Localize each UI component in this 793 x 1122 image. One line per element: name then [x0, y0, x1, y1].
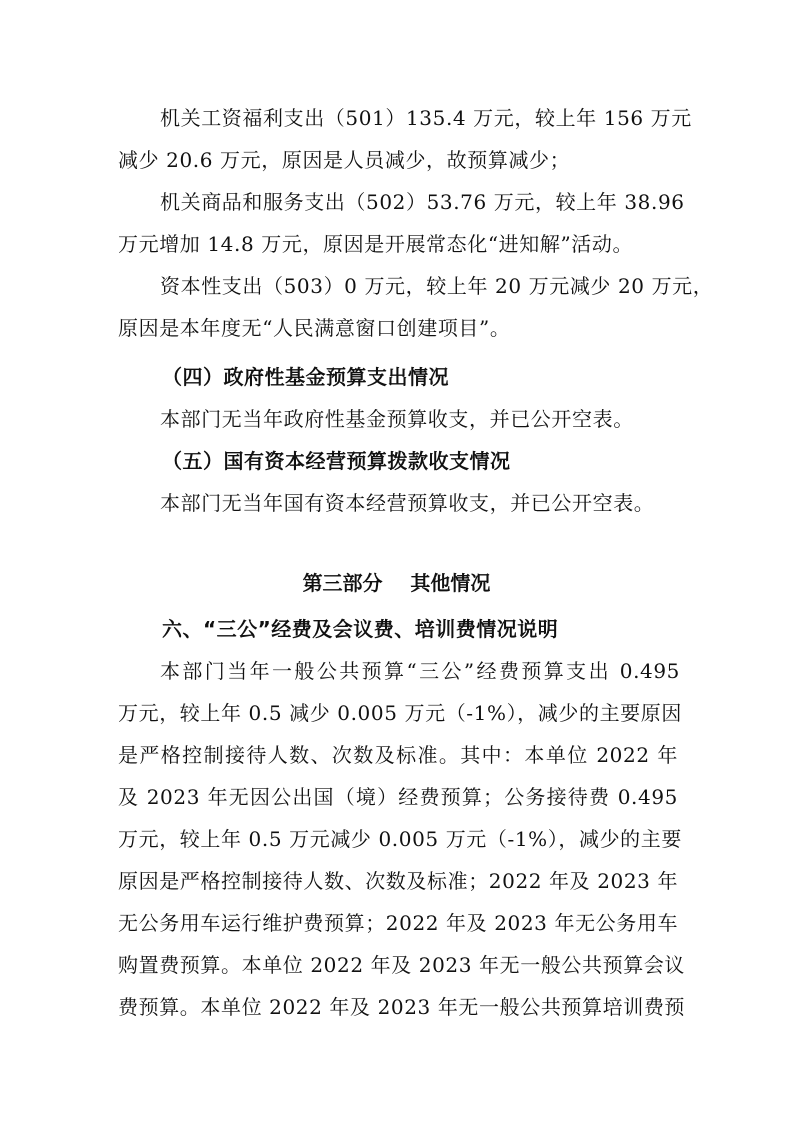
section-4-body: 本部门无当年政府性基金预算收支，并已公开空表。: [160, 407, 634, 431]
section-6-body-line: 无公务用车运行维护费预算；2022 年及 2023 年无公务用车: [118, 911, 679, 935]
section-6-body-line: 购置费预算。本单位 2022 年及 2023 年无一般公共预算会议: [118, 953, 686, 977]
section-6-body-line: 原因是严格控制接待人数、次数及标准；2022 年及 2023 年: [118, 869, 679, 893]
section-6-body-line: 费预算。本单位 2022 年及 2023 年无一般公共预算培训费预: [118, 995, 686, 1019]
section-6-body-line: 本部门当年一般公共预算“三公”经费预算支出 0.495: [160, 659, 680, 683]
section-6-heading: 六、“三公”经费及会议费、培训费情况说明: [162, 617, 559, 641]
paragraph-wage-expense-line-1: 机关工资福利支出（501）135.4 万元，较上年 156 万元: [160, 106, 692, 130]
part-3-title: 第三部分 其他情况: [302, 571, 491, 595]
section-5-body: 本部门无当年国有资本经营预算收支，并已公开空表。: [160, 491, 655, 515]
section-4-heading: （四）政府性基金预算支出情况: [162, 365, 449, 389]
section-6-body-line: 是严格控制接待人数、次数及标准。其中：本单位 2022 年: [118, 743, 678, 767]
section-6-body-line: 及 2023 年无因公出国（境）经费预算；公务接待费 0.495: [118, 785, 678, 809]
paragraph-wage-expense-line-2: 减少 20.6 万元，原因是人员减少，故预算减少；: [118, 148, 571, 172]
paragraph-capital-expense-line-1: 资本性支出（503）0 万元，较上年 20 万元减少 20 万元，: [160, 274, 714, 298]
paragraph-capital-expense-line-2: 原因是本年度无“人民满意窗口创建项目”。: [118, 316, 511, 340]
paragraph-goods-services-line-2: 万元增加 14.8 万元，原因是开展常态化“进知解”活动。: [118, 232, 634, 256]
paragraph-goods-services-line-1: 机关商品和服务支出（502）53.76 万元，较上年 38.96: [160, 190, 685, 214]
section-6-body-line: 万元，较上年 0.5 减少 0.005 万元（-1%），减少的主要原因: [118, 701, 682, 725]
section-5-heading: （五）国有资本经营预算拨款收支情况: [162, 449, 511, 473]
section-6-body-line: 万元，较上年 0.5 万元减少 0.005 万元（-1%），减少的主要: [118, 827, 682, 851]
